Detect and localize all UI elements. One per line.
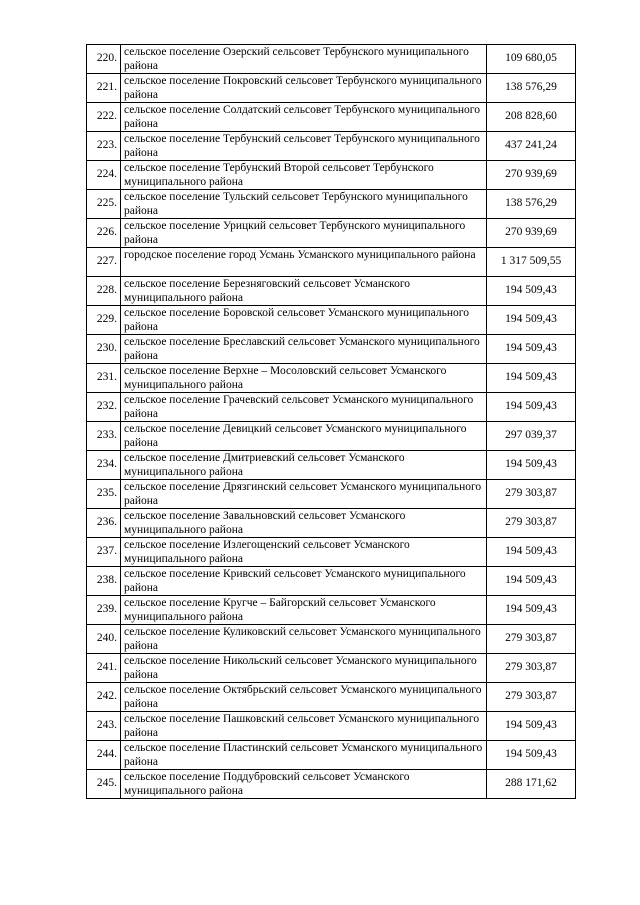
table-row — [87, 74, 576, 103]
table-row — [87, 45, 576, 74]
row-number: 227. — [87, 248, 121, 277]
row-number: 238. — [87, 567, 121, 596]
settlement-name: городское поселение город Усмань Усманского муниципального района — [121, 248, 487, 277]
settlement-name: сельское поселение Дмитриевский сельсовет Усманского муниципального района — [121, 451, 487, 480]
settlement-name: сельское поселение Озерский сельсовет Тербунского муниципального района — [121, 45, 487, 74]
table-row — [87, 132, 576, 161]
row-number: 225. — [87, 190, 121, 219]
allocation-amount: 279 303,87 — [487, 509, 576, 538]
settlement-name: сельское поселение Боровской сельсовет Усманского муниципального района — [121, 306, 487, 335]
settlement-name: сельское поселение Грачевский сельсовет Усманского муниципального района — [121, 393, 487, 422]
settlement-name: сельское поселение Пашковский сельсовет Усманского муниципального района — [121, 712, 487, 741]
allocation-amount: 194 509,43 — [487, 741, 576, 770]
allocation-amount: 194 509,43 — [487, 451, 576, 480]
settlement-name: сельское поселение Никольский сельсовет Усманского муниципального района — [121, 654, 487, 683]
allocation-amount: 279 303,87 — [487, 654, 576, 683]
settlement-name: сельское поселение Березняговский сельсовет Усманского муниципального района — [121, 277, 487, 306]
row-number: 232. — [87, 393, 121, 422]
table-row — [87, 277, 576, 306]
settlement-name: сельское поселение Тербунский Второй сельсовет Тербунского муниципального района — [121, 161, 487, 190]
settlement-name: сельское поселение Урицкий сельсовет Тербунского муниципального района — [121, 219, 487, 248]
allocation-amount: 1 317 509,55 — [487, 248, 576, 277]
allocation-amount: 270 939,69 — [487, 161, 576, 190]
table-row — [87, 422, 576, 451]
table-row — [87, 509, 576, 538]
row-number: 243. — [87, 712, 121, 741]
row-number: 226. — [87, 219, 121, 248]
allocation-amount: 138 576,29 — [487, 190, 576, 219]
allocation-amount: 288 171,62 — [487, 770, 576, 799]
allocation-amount: 138 576,29 — [487, 74, 576, 103]
allocation-amount: 279 303,87 — [487, 480, 576, 509]
row-number: 242. — [87, 683, 121, 712]
row-number: 229. — [87, 306, 121, 335]
allocation-amount: 109 680,05 — [487, 45, 576, 74]
table-row — [87, 741, 576, 770]
settlement-name: сельское поселение Дрязгинский сельсовет Усманского муниципального района — [121, 480, 487, 509]
allocation-amount: 194 509,43 — [487, 393, 576, 422]
settlement-name: сельское поселение Тульский сельсовет Тербунского муниципального района — [121, 190, 487, 219]
allocation-amount: 194 509,43 — [487, 538, 576, 567]
row-number: 231. — [87, 364, 121, 393]
allocation-amount: 194 509,43 — [487, 712, 576, 741]
row-number: 244. — [87, 741, 121, 770]
table-row — [87, 393, 576, 422]
row-number: 240. — [87, 625, 121, 654]
row-number: 235. — [87, 480, 121, 509]
row-number: 222. — [87, 103, 121, 132]
row-number: 224. — [87, 161, 121, 190]
settlement-name: сельское поселение Солдатский сельсовет Тербунского муниципального района — [121, 103, 487, 132]
table-row — [87, 248, 576, 277]
table-row — [87, 480, 576, 509]
allocation-amount: 270 939,69 — [487, 219, 576, 248]
table-row — [87, 596, 576, 625]
settlement-name: сельское поселение Покровский сельсовет Тербунского муниципального района — [121, 74, 487, 103]
settlement-name: сельское поселение Поддубровский сельсовет Усманского муниципального района — [121, 770, 487, 799]
allocation-amount: 194 509,43 — [487, 335, 576, 364]
row-number: 239. — [87, 596, 121, 625]
row-number: 223. — [87, 132, 121, 161]
table-row — [87, 567, 576, 596]
settlement-name: сельское поселение Завальновский сельсовет Усманского муниципального района — [121, 509, 487, 538]
allocation-amount: 279 303,87 — [487, 683, 576, 712]
settlement-name: сельское поселение Куликовский сельсовет Усманского муниципального района — [121, 625, 487, 654]
table-row — [87, 712, 576, 741]
allocation-amount: 194 509,43 — [487, 277, 576, 306]
settlement-name: сельское поселение Пластинский сельсовет Усманского муниципального района — [121, 741, 487, 770]
settlement-name: сельское поселение Девицкий сельсовет Усманского муниципального района — [121, 422, 487, 451]
settlement-name: сельское поселение Кругче – Байгорский сельсовет Усманского муниципального района — [121, 596, 487, 625]
table-row — [87, 451, 576, 480]
settlement-name: сельское поселение Верхне – Мосоловский сельсовет Усманского муниципального района — [121, 364, 487, 393]
row-number: 237. — [87, 538, 121, 567]
table-row — [87, 364, 576, 393]
allocation-amount: 194 509,43 — [487, 364, 576, 393]
settlement-name: сельское поселение Октябрьский сельсовет Усманского муниципального района — [121, 683, 487, 712]
table-row — [87, 538, 576, 567]
row-number: 221. — [87, 74, 121, 103]
table-row — [87, 625, 576, 654]
table-row — [87, 103, 576, 132]
allocation-amount: 194 509,43 — [487, 306, 576, 335]
settlement-name: сельское поселение Кривский сельсовет Усманского муниципального района — [121, 567, 487, 596]
settlement-name: сельское поселение Бреславский сельсовет Усманского муниципального района — [121, 335, 487, 364]
allocation-table-body — [87, 45, 576, 799]
table-row — [87, 335, 576, 364]
table-row — [87, 683, 576, 712]
table-row — [87, 190, 576, 219]
settlement-name: сельское поселение Излегощенский сельсовет Усманского муниципального района — [121, 538, 487, 567]
allocation-amount: 194 509,43 — [487, 596, 576, 625]
allocation-amount: 194 509,43 — [487, 567, 576, 596]
allocation-amount: 279 303,87 — [487, 625, 576, 654]
row-number: 245. — [87, 770, 121, 799]
table-row — [87, 654, 576, 683]
row-number: 233. — [87, 422, 121, 451]
row-number: 220. — [87, 45, 121, 74]
allocation-table — [86, 44, 576, 799]
table-row — [87, 219, 576, 248]
table-row — [87, 770, 576, 799]
table-row — [87, 306, 576, 335]
row-number: 241. — [87, 654, 121, 683]
table-row — [87, 161, 576, 190]
allocation-amount: 208 828,60 — [487, 103, 576, 132]
row-number: 228. — [87, 277, 121, 306]
row-number: 230. — [87, 335, 121, 364]
row-number: 236. — [87, 509, 121, 538]
allocation-amount: 297 039,37 — [487, 422, 576, 451]
allocation-amount: 437 241,24 — [487, 132, 576, 161]
settlement-name: сельское поселение Тербунский сельсовет Тербунского муниципального района — [121, 132, 487, 161]
row-number: 234. — [87, 451, 121, 480]
